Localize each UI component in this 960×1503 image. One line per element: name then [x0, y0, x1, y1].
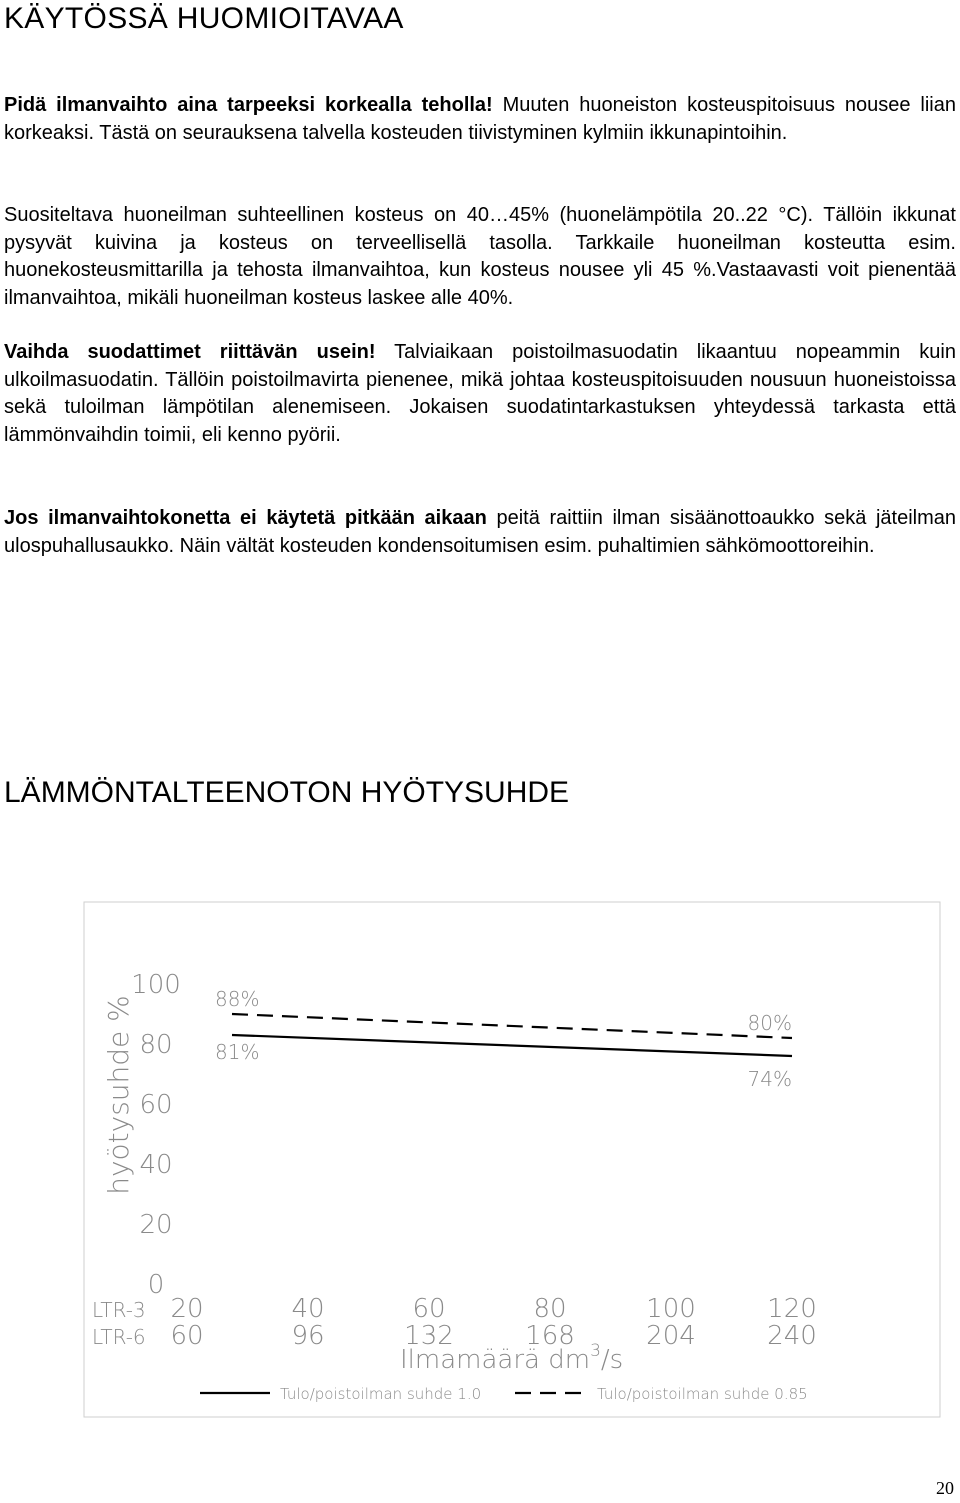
x-tick-label: 60 — [170, 1321, 204, 1351]
y-tick-label: 80 — [139, 1030, 173, 1060]
paragraph-ventilation-text: Muuten huoneiston kosteuspitoisuus nousee liian korkeaksi. Tästä on seurauksena talvella kosteuden tiivistyminen kylmiin ikkunapintoihin. — [4, 94, 956, 144]
y-axis-label-group — [102, 995, 135, 1195]
paragraph-humidity-text: Suositeltava huoneilman suhteellinen kosteus on 40…45% (huonelämpötila 20..22 °C). Tällöin ikkunat pysyvät kuivina ja kosteus on terveellisellä tasolla. Tarkkaile huoneilman kosteutta esim. huonekosteusmittarilla ja tehosta ilmanvaihtoa, kun kosteus nousee yli 45 %.Vastaavasti voit pienentää ilmanvaihtoa, mikäli huoneilman kosteus laskee alle 40%. — [4, 204, 956, 309]
x-axis-label-main: Ilmamäärä dm — [400, 1345, 591, 1375]
x-tick-label: 100 — [646, 1294, 696, 1324]
data-label-start: 88% — [215, 987, 260, 1011]
x-tick-label: 80 — [533, 1294, 567, 1324]
x-tick-label: 40 — [291, 1294, 325, 1324]
section-title-efficiency — [4, 776, 569, 810]
x-tick-label: 240 — [767, 1321, 817, 1351]
x-tick-label: 168 — [525, 1321, 575, 1351]
x-row-label: LTR-6 — [92, 1325, 146, 1349]
x-row-label: LTR-3 — [92, 1298, 146, 1322]
y-tick-label: 40 — [139, 1150, 173, 1180]
data-label-start: 81% — [215, 1040, 260, 1064]
x-tick-label: 96 — [291, 1321, 325, 1351]
x-tick-label: 132 — [404, 1321, 454, 1351]
paragraph-filters-bold: Vaihda suodattimet riittävän usein! — [4, 341, 376, 363]
paragraph-storage — [4, 505, 956, 560]
data-label-end: 80% — [747, 1011, 792, 1035]
paragraph-filters-text: Talviaikaan poistoilmasuodatin likaantuu nopeammin kuin ulkoilmasuodatin. Tällöin poistoilmavirta pienenee, mikä johtaa kosteuspitoisuuden nousuun huoneistoissa sekä tuloilman lämpötilan alenemiseen. Jokaisen suodatintarkastuksen yhteydessä tarkasta että lämmönvaihdin toimii, eli kenno pyörii. — [4, 341, 956, 446]
paragraph-storage-bold: Jos ilmanvaihtokonetta ei käytetä pitkään aikaan — [4, 507, 487, 529]
x-axis-label-tail: /s — [600, 1345, 624, 1375]
section-title-usage: KÄYTÖSSÄ HUOMIOITAVAA — [4, 2, 404, 35]
paragraph-ventilation-bold: Pidä ilmanvaihto aina tarpeeksi korkealla teholla! — [4, 94, 493, 116]
page-number: 20 — [936, 1478, 954, 1498]
paragraph-storage-text: peitä raittiin ilman sisäänottoaukko sekä jäteilman ulospuhallusaukko. Näin vältät kosteuden kondensoitumisen esim. puhaltimien sähkömoottoreihin. — [4, 507, 957, 557]
efficiency-chart — [0, 890, 960, 1430]
x-tick-label: 60 — [412, 1294, 446, 1324]
x-axis-label — [400, 1341, 623, 1375]
x-tick-label: 204 — [646, 1321, 696, 1351]
y-tick-label: 0 — [147, 1270, 165, 1300]
paragraph-filters — [4, 339, 956, 449]
y-tick-label: 100 — [131, 970, 181, 1000]
y-tick-label: 20 — [139, 1210, 173, 1240]
paragraph-ventilation — [4, 92, 956, 147]
y-tick-label: 60 — [139, 1090, 173, 1120]
paragraph-humidity — [4, 202, 956, 312]
x-axis-label-sup: 3 — [590, 1341, 601, 1361]
x-tick-label: 20 — [170, 1294, 204, 1324]
x-tick-label: 120 — [767, 1294, 817, 1324]
data-label-end: 74% — [747, 1067, 792, 1091]
section-title-efficiency-text: LÄMMÖNTALTEENOTON HYÖTYSUHDE — [4, 776, 570, 809]
legend-label: Tulo/poistoilman suhde 0.85 — [597, 1385, 808, 1403]
y-axis-label: hyötysuhde % — [102, 995, 135, 1195]
legend-label: Tulo/poistoilman suhde 1.0 — [280, 1385, 482, 1403]
